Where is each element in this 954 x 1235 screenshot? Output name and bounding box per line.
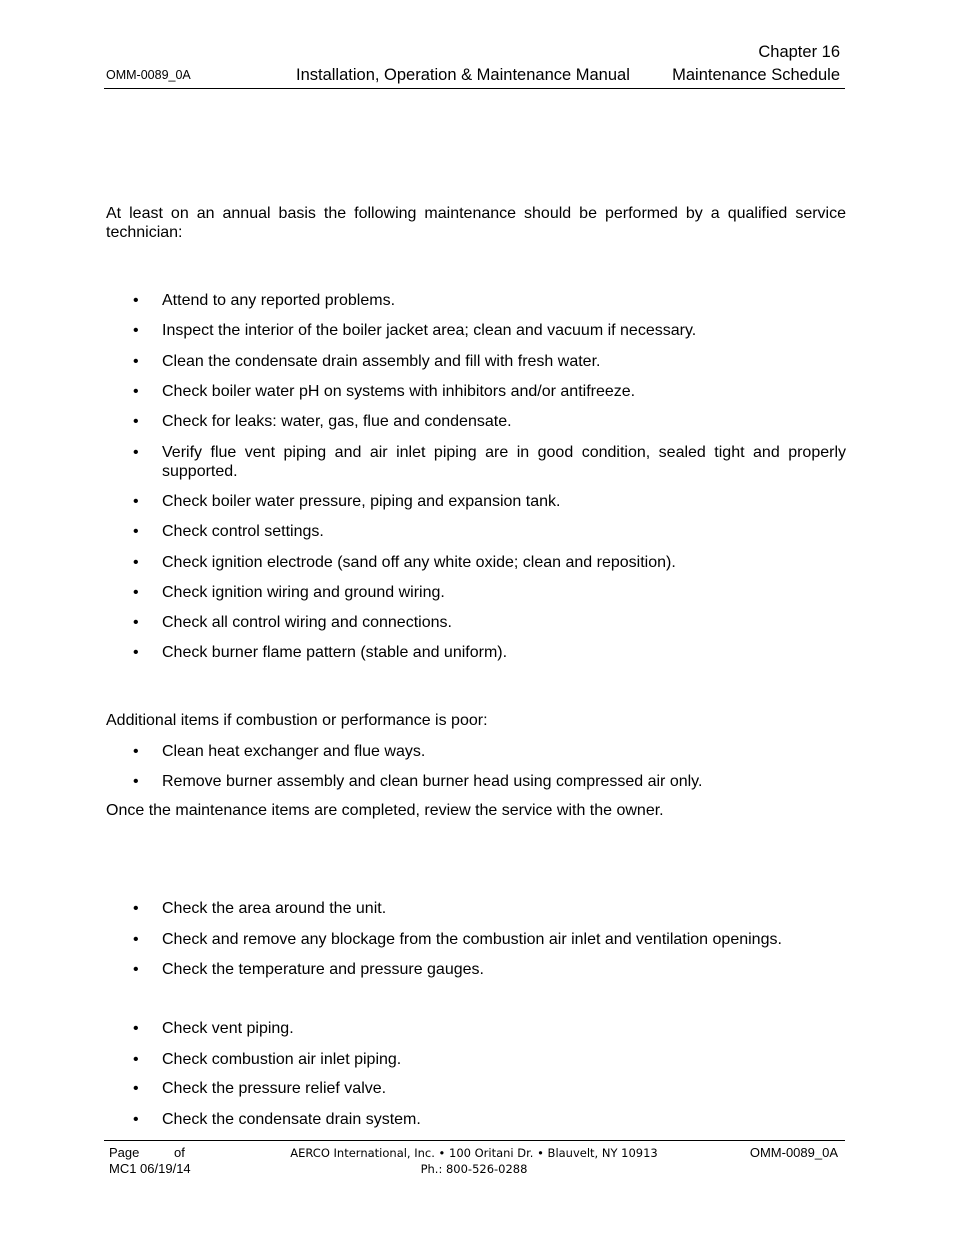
- list-item-text: Verify flue vent piping and air inlet piping are in good condition, sealed tight and properly supported.: [162, 444, 846, 480]
- list-item-text: Inspect the interior of the boiler jacket area; clean and vacuum if necessary.: [162, 322, 697, 339]
- list-item-text: Check ignition wiring and ground wiring.: [162, 584, 445, 601]
- header-doc-number: OMM-0089_0A: [106, 68, 191, 82]
- footer-rule: [104, 1140, 845, 1141]
- chapter-label: Chapter 16: [758, 43, 840, 61]
- list-item-text: Check control settings.: [162, 523, 324, 540]
- bullet-icon: •: [133, 1080, 139, 1097]
- list-item-text: Check boiler water pH on systems with inhibitors and/or antifreeze.: [162, 383, 636, 400]
- additional-intro: Additional items if combustion or performance is poor:: [106, 712, 488, 729]
- list-item-text: Clean the condensate drain assembly and fill with fresh water.: [162, 353, 601, 370]
- list-item-text: Check the pressure relief valve.: [162, 1080, 387, 1097]
- list-item-text: Check the area around the unit.: [162, 900, 387, 917]
- bullet-icon: •: [133, 644, 139, 661]
- bullet-icon: •: [133, 614, 139, 631]
- list-item-text: Check combustion air inlet piping.: [162, 1051, 402, 1068]
- bullet-icon: •: [133, 554, 139, 571]
- bullet-icon: •: [133, 584, 139, 601]
- bullet-icon: •: [133, 773, 139, 790]
- list-item-text: Check boiler water pressure, piping and expansion tank.: [162, 493, 561, 510]
- revision-label: MC1 06/19/14: [109, 1161, 191, 1176]
- footer-doc-number: OMM-0089_0A: [749, 1145, 838, 1160]
- bullet-icon: •: [133, 322, 139, 339]
- list-item-text: Check ignition electrode (sand off any white oxide; clean and reposition).: [162, 554, 676, 571]
- manual-title: Installation, Operation & Maintenance Manual: [296, 66, 630, 84]
- list-item-text: Check and remove any blockage from the combustion air inlet and ventilation openings.: [162, 931, 782, 948]
- list-item-text: Check vent piping.: [162, 1020, 294, 1037]
- bullet-icon: •: [133, 1020, 139, 1037]
- bullet-icon: •: [133, 413, 139, 430]
- bullet-icon: •: [133, 961, 139, 978]
- bullet-icon: •: [133, 1111, 139, 1128]
- of-label: of: [174, 1145, 185, 1160]
- page-label: Page: [109, 1145, 140, 1160]
- bullet-icon: •: [133, 1051, 139, 1068]
- bullet-icon: •: [133, 353, 139, 370]
- bullet-icon: •: [133, 743, 139, 760]
- company-phone: Ph.: 800-526-0288: [420, 1162, 528, 1176]
- list-item-text: Check all control wiring and connections.: [162, 614, 452, 631]
- list-item-text: Attend to any reported problems.: [162, 292, 396, 309]
- bullet-icon: •: [133, 493, 139, 510]
- annual-intro: At least on an annual basis the following maintenance should be performed by a qualified service technician:: [106, 205, 846, 241]
- bullet-icon: •: [133, 444, 139, 461]
- list-item-text: Check for leaks: water, gas, flue and condensate.: [162, 413, 512, 430]
- header-rule: [104, 88, 845, 89]
- bullet-icon: •: [133, 523, 139, 540]
- list-item-text: Clean heat exchanger and flue ways.: [162, 743, 426, 760]
- list-item-text: Remove burner assembly and clean burner head using compressed air only.: [162, 773, 703, 790]
- bullet-icon: •: [133, 292, 139, 309]
- bullet-icon: •: [133, 931, 139, 948]
- company-address: AERCO International, Inc. • 100 Oritani Dr. • Blauvelt, NY 10913: [290, 1146, 658, 1160]
- section-title: Maintenance Schedule: [672, 66, 840, 84]
- bullet-icon: •: [133, 900, 139, 917]
- list-item-text: Check burner flame pattern (stable and uniform).: [162, 644, 508, 661]
- list-item-text: Check the condensate drain system.: [162, 1111, 421, 1128]
- list-item-text: Check the temperature and pressure gauges.: [162, 961, 484, 978]
- bullet-icon: •: [133, 383, 139, 400]
- additional-closing: Once the maintenance items are completed, review the service with the owner.: [106, 802, 664, 819]
